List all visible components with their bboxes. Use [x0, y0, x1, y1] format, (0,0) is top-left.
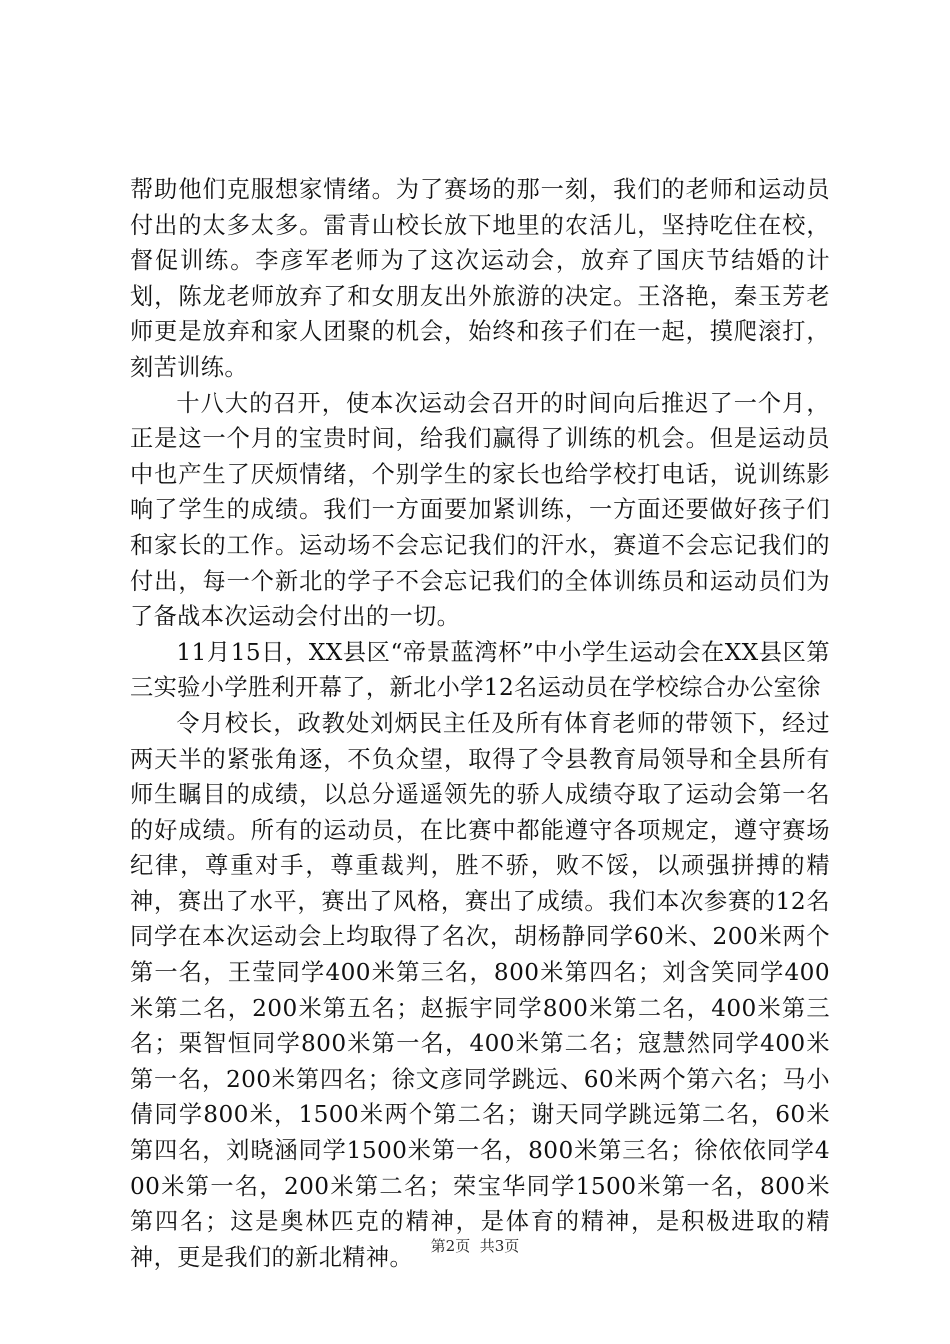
- paragraph-2: 十八大的召开，使本次运动会召开的时间向后推迟了一个月，正是这一个月的宝贵时间，给我们赢得了训练的机会。但是运动员中也产生了厌烦情绪，个别学生的家长也给学校打电话，说训练影响了学生的成绩。我们一方面要加紧训练，一方面还要做好孩子们和家长的工作。运动场不会忘记我们的汗水，赛道不会忘记我们的付出，每一个新北的学子不会忘记我们的全体训练员和运动员们为了备战本次运动会付出的一切。: [130, 389, 830, 631]
- page-number: 第2页: [430, 1237, 471, 1255]
- document-body: [130, 172, 830, 1275]
- page-total: 共3页: [479, 1237, 520, 1255]
- paragraph-1: 帮助他们克服想家情绪。为了赛场的那一刻，我们的老师和运动员付出的太多太多。雷青山校长放下地里的农活儿，坚持吃住在校，督促训练。李彦军老师为了这次运动会，放弃了国庆节结婚的计划，陈龙老师放弃了和女朋友出外旅游的决定。王洛艳，秦玉芳老师更是放弃和家人团聚的机会，始终和孩子们在一起，摸爬滚打，刻苦训练。: [130, 176, 830, 381]
- paragraph-3: 11月15日，XX县区“帝景蓝湾杯”中小学生运动会在XX县区第三实验小学胜利开幕了，新北小学12名运动员在学校综合办公室徐: [130, 638, 830, 702]
- page-footer: [0, 1236, 950, 1256]
- paragraph-4: 令月校长，政教处刘炳民主任及所有体育老师的带领下，经过两天半的紧张角逐，不负众望，取得了令县教育局领导和全县所有师生瞩目的成绩，以总分遥遥领先的骄人成绩夺取了运动会第一名的好成绩。所有的运动员，在比赛中都能遵守各项规定，遵守赛场纪律，尊重对手，尊重裁判，胜不骄，败不馁，以顽强拼搏的精神，赛出了水平，赛出了风格，赛出了成绩。我们本次参赛的12名同学在本次运动会上均取得了名次，胡杨静同学60米、200米两个第一名，王莹同学400米第三名，800米第四名；刘含笑同学400米第二名，200米第五名；赵振宇同学800米第二名，400米第三名；栗智恒同学800米第一名，400米第二名；寇慧然同学400米第一名，200米第四名；徐文彦同学跳远、60米两个第六名；马小倩同学800米，1500米两个第二名；谢天同学跳远第二名，60米第四名，刘晓涵同学1500米第一名，800米第三名；徐依依同学400米第一名，200米第二名；荣宝华同学1500米第一名，800米第四名；这是奥林匹克的精神，是体育的精神，是积极进取的精神，更是我们的新北精神。: [130, 709, 830, 1271]
- footer-separator: [470, 1237, 480, 1255]
